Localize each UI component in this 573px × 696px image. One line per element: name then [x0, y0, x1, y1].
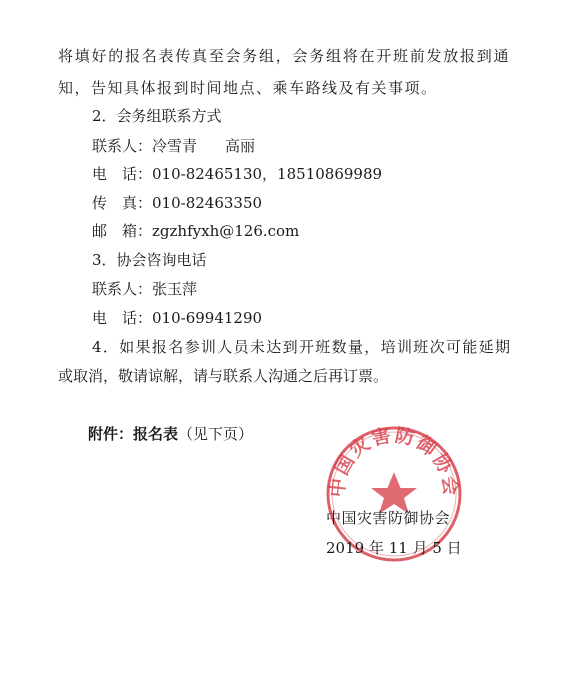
contact-name: 高丽: [225, 137, 256, 155]
contact-name: 冷雪青: [152, 137, 198, 155]
phone-label: 电 话：: [92, 165, 153, 183]
paragraph-line: 4．如果报名参训人员未达到开班数量，培训班次可能延期: [92, 338, 510, 356]
email-label: 邮 箱：: [92, 222, 153, 240]
section-heading: 2．会务组联系方式: [92, 107, 222, 125]
paragraph-line: 或取消，敬请谅解，请与联系人沟通之后再订票。: [58, 367, 389, 385]
paragraph-line: 知，告知具体报到时间地点、乘车路线及有关事项。: [58, 79, 438, 97]
phone-label: 电 话：: [92, 309, 153, 327]
fax-value: 010-82463350: [152, 194, 263, 212]
email-value: zgzhfyxh@126.com: [152, 222, 300, 240]
attachment-note: （见下页）: [178, 425, 254, 443]
phone-row: [92, 308, 262, 328]
contact-row: [92, 279, 197, 299]
phone-value: 010-69941290: [152, 309, 263, 327]
fax-label: 传 真：: [92, 194, 153, 212]
paragraph-line: 将填好的报名表传真至会务组，会务组将在开班前发放报到通: [58, 47, 510, 65]
fax-row: [92, 193, 262, 213]
signature-organization: 中国灾害防御协会: [326, 509, 451, 527]
contact-label: 联系人：: [92, 280, 153, 298]
section-heading: 3．协会咨询电话: [92, 251, 207, 269]
attachment-line: [88, 424, 253, 444]
contact-label: 联系人：: [92, 137, 153, 155]
phone-value: 010-82465130，18510869989: [152, 165, 383, 183]
attachment-label: 附件：报名表: [88, 425, 179, 443]
email-row: [92, 221, 299, 241]
contact-name: 张玉萍: [152, 280, 198, 298]
phone-row: [92, 164, 382, 184]
signature-date: 2019 年 11 月 5 日: [326, 539, 462, 557]
contact-row: [92, 136, 255, 156]
seal-text: 中国灾害防御协会: [326, 424, 462, 499]
